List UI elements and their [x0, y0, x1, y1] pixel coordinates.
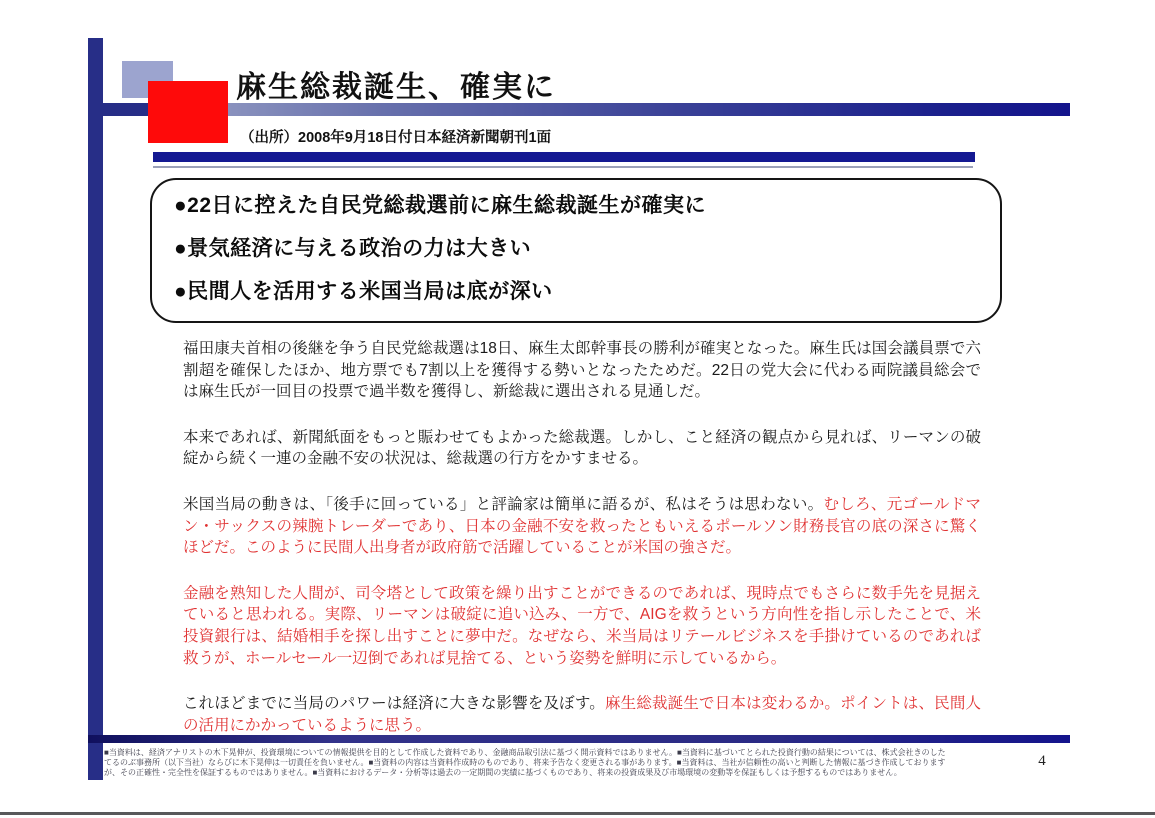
body-paragraph — [183, 338, 981, 403]
red-deco-square — [148, 81, 228, 143]
title-underline-bar — [153, 152, 975, 162]
disclaimer-line: ■当資料は、経済アナリストの木下晃伸が、投資環境についての情報提供を目的として作成した資料であり、金融商品取引法に基づく開示資料ではありません。■当資料に基づいてとられた投資行動の結果については、株式会社きのした — [104, 748, 946, 757]
headline-box — [150, 178, 1002, 323]
text-segment-red: むしろ、元ゴールドマン・サックスの辣腕トレーダーであり、日本の金融不安を救ったともいえるポールソン財務長官の底の深さに驚くほどだ。このように民間人出身者が政府筋で活躍していることが米国の強さだ。 — [183, 495, 981, 557]
text-segment-black: これほどまでに当局のパワーは経済に大きな影響を及ぼす。 — [183, 695, 605, 713]
body-paragraph — [183, 427, 981, 470]
title-underline-thin — [153, 166, 973, 168]
disclaimer-line: てるのぶ事務所（以下当社）ならびに木下晃伸は一切責任を負いません。■当資料の内容は当資料作成時のものであり、将来予告なく変更される事があります。■当資料は、当社が信頼性の高いと判断した情報に基づき作成しております — [104, 758, 946, 767]
headline-bullet: ●景気経済に与える政治の力は大きい — [174, 237, 532, 260]
bottom-border-line — [0, 812, 1155, 815]
source-caption: （出所）2008年9月18日付日本経済新聞朝刊1面 — [240, 130, 552, 146]
headline-bullet: ●22日に控えた自民党総裁選前に麻生総裁誕生が確実に — [174, 194, 707, 217]
page-number: 4 — [1038, 753, 1046, 769]
body-paragraph — [183, 583, 981, 669]
page-title: 麻生総裁誕生、確実に — [236, 71, 556, 104]
body-paragraph — [183, 494, 981, 559]
disclaimer-text — [104, 748, 1009, 778]
text-segment-red: 金融を熟知した人間が、司令塔として政策を繰り出すことができるのであれば、現時点でもさらに数手先を見据えていると思われる。実際、リーマンは破綻に追い込み、一方で、AIGを救うという方向性を指し示したことで、米投資銀行は、結婚相手を探し出すことに夢中だ。なぜなら、米当局はリテールビジネスを手掛けているのであれば救うが、ホールセール一辺倒であれば見捨てる、という姿勢を鮮明に示しているから。 — [183, 584, 981, 667]
text-segment-black: 本来であれば、新聞紙面をもっと賑わせてもよかった総裁選。しかし、こと経済の観点から見れば、リーマンの破綻から続く一連の金融不安の状況は、総裁選の行方をかすませる。 — [183, 428, 981, 468]
body-paragraph — [183, 693, 981, 736]
text-segment-red: 麻生総裁誕生で日本は変わるか。ポイントは、民間人の活用にかかっているように思う。 — [183, 695, 981, 734]
headline-bullet: ●民間人を活用する米国当局は底が深い — [174, 280, 553, 303]
text-segment-black: 米国当局の動きは、「後手に回っている」と評論家は簡単に語るが、私はそうは思わない。 — [183, 495, 824, 513]
body-paragraphs — [183, 338, 981, 760]
footer-divider-bar — [88, 735, 1070, 743]
text-segment-black: 福田康夫首相の後継を争う自民党総裁選は18日、麻生太郎幹事長の勝利が確実となった。麻生氏は国会議員票で六割超を確保したほか、地方票でも7割以上を獲得する勢いとなったためだ。22日の党大会に代わる両院議員総会では麻生氏が一回目の投票で過半数を獲得し、新総裁に選出される見通しだ。 — [183, 340, 981, 401]
disclaimer-line: が、その正確性・完全性を保証するものではありません。■当資料におけるデータ・分析等は過去の一定期間の実績に基づくものであり、将来の投資成果及び市場環境の変動等を保証もしくは予想するものではありません。 — [104, 768, 902, 777]
left-accent-bar — [88, 38, 103, 780]
